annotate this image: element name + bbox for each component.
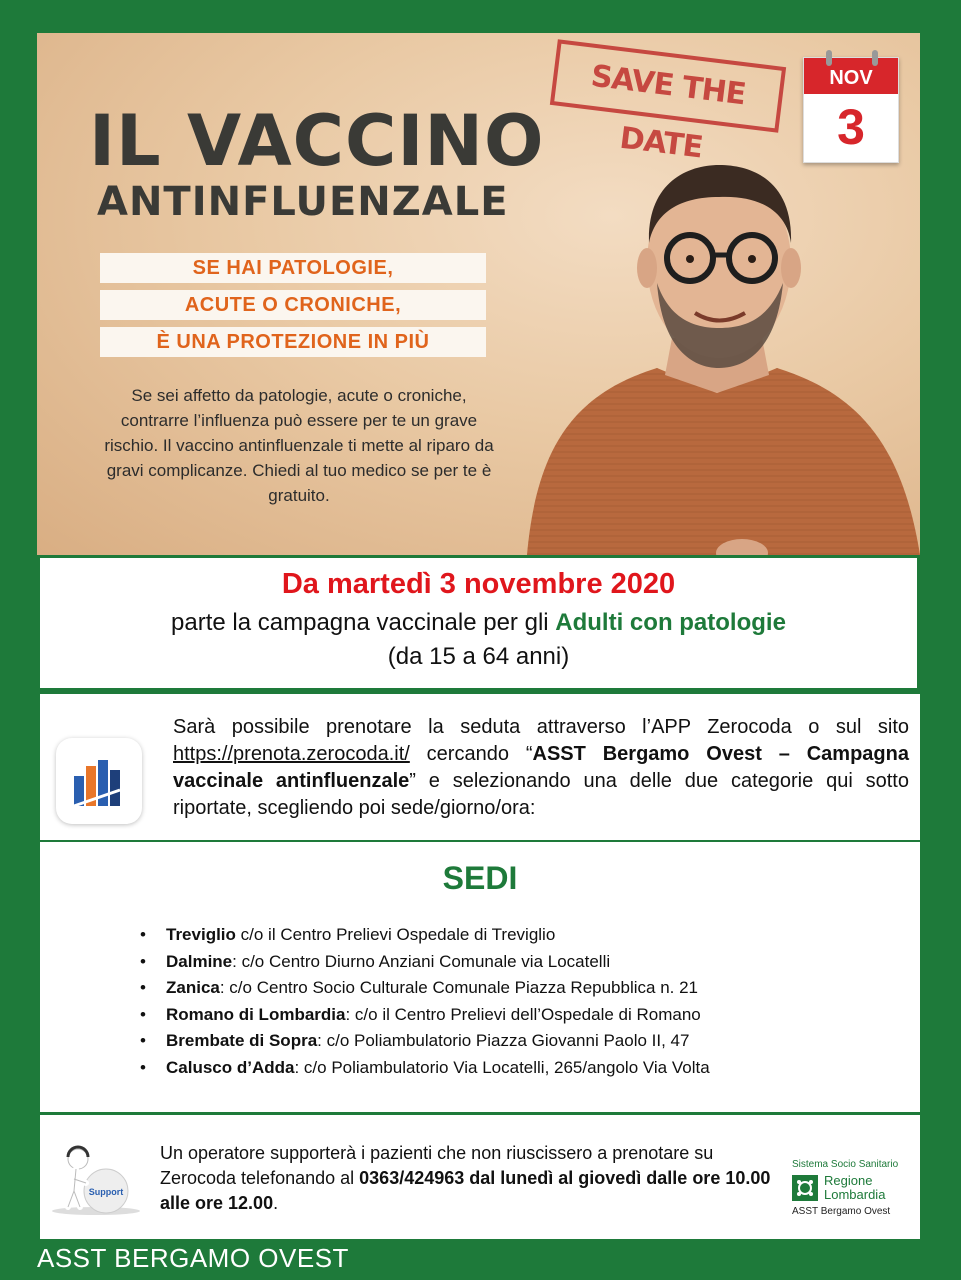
poster-pills (100, 253, 486, 364)
zerocoda-link[interactable]: https://prenota.zerocoda.it/ (173, 743, 410, 765)
booking-search-term: ASST Bergamo Ovest – Campagna vaccinale antinfluenzale (173, 743, 909, 792)
logo-name-line1: Regione (824, 1173, 873, 1188)
poster-pill: ACUTE O CRONICHE, (100, 290, 486, 320)
man-portrait-image (507, 143, 920, 555)
locations-title: SEDI (442, 860, 518, 896)
support-text: Un operatore supporterà i pazienti che non riuscissero a prenotare su Zerocoda telefonando al (160, 1143, 714, 1188)
location-name: Calusco d’Adda (166, 1057, 295, 1077)
location-detail: : c/o Poliambulatorio Via Locatelli, 265/angolo Via Volta (294, 1057, 710, 1077)
poster-pill: È UNA PROTEZIONE IN PIÙ (100, 327, 486, 357)
support-info (160, 1141, 780, 1216)
poster-title (89, 100, 545, 225)
location-name: Treviglio (166, 925, 236, 944)
list-item (140, 1055, 710, 1082)
location-detail: : c/o Poliambulatorio Piazza Giovanni Paolo II, 47 (317, 1031, 690, 1050)
poster-title-line2: ANTINFLUENZALE (97, 179, 509, 225)
logo-name-line2: Lombardia (824, 1187, 886, 1202)
zerocoda-app-icon (56, 738, 142, 824)
poster-title-line1: IL VACCINO (89, 100, 545, 182)
booking-section (40, 694, 920, 840)
logo-bottom-text: ASST Bergamo Ovest (792, 1206, 891, 1217)
support-icon-label: Support (88, 1187, 124, 1197)
hero-poster (37, 33, 920, 555)
announcement-box (37, 555, 920, 691)
logo-top-text: Sistema Socio Sanitario (792, 1159, 899, 1170)
campaign-age-range: (da 15 a 64 anni) (387, 643, 570, 670)
rosa-camuna-icon (792, 1175, 818, 1201)
support-text-end: . (273, 1193, 279, 1213)
location-name: Brembate di Sopra (166, 1031, 318, 1050)
locations-list (140, 922, 710, 1081)
list-item (140, 1028, 710, 1055)
bar-chart-icon (56, 738, 142, 824)
save-the-date-stamp: SAVE THE DATE (550, 39, 786, 133)
poster-pill: SE HAI PATOLOGIE, (100, 253, 486, 283)
booking-instructions (173, 714, 909, 822)
location-name: Romano di Lombardia (166, 1004, 346, 1024)
poster-body-text: Se sei affetto da patologie, acute o croniche, contrarre l’influenza può essere per te un grave rischio. Il vaccino antinfluenzale ti mette al riparo da gravi complicanze. Chiedi al tuo medico se per te è gratuito. (104, 386, 494, 505)
list-item (140, 975, 710, 1002)
support-phone-hours: 0363/424963 dal lunedì al giovedì dalle ore 10.00 alle ore 12.00 (160, 1168, 771, 1213)
campaign-start-date: Da martedì 3 novembre 2020 (281, 568, 676, 600)
support-operator-icon (48, 1145, 144, 1215)
booking-text: ” e selezionando una delle due categorie qui sotto riportate, scegliendo poi sede/giorno/ora: (173, 770, 909, 819)
location-detail: : c/o Centro Diurno Anziani Comunale via Locatelli (232, 951, 611, 971)
location-name: Dalmine (166, 951, 233, 971)
locations-section (40, 842, 920, 1112)
location-detail: : c/o il Centro Prelievi dell’Ospedale di Romano (345, 1004, 701, 1024)
support-section (40, 1115, 920, 1239)
location-detail: c/o il Centro Prelievi Ospedale di Treviglio (235, 925, 556, 944)
calendar-month: NOV (804, 58, 898, 94)
location-detail: : c/o Centro Socio Culturale Comunale Piazza Repubblica n. 21 (219, 978, 699, 997)
booking-text: cercando “ (409, 743, 533, 765)
list-item (140, 922, 710, 949)
footer-organization: ASST BERGAMO OVEST (37, 1243, 349, 1273)
location-name: Zanica (166, 978, 220, 997)
campaign-target: Adulti con patologie (555, 609, 786, 636)
campaign-text: parte la campagna vaccinale per gli (171, 609, 556, 636)
list-item (140, 949, 710, 976)
booking-text: Sarà possibile prenotare la seduta attraverso l’APP Zerocoda o sul sito (173, 716, 909, 738)
calendar-day: 3 (837, 99, 865, 155)
campaign-description (40, 609, 917, 637)
list-item (140, 1002, 710, 1029)
regione-lombardia-logo (792, 1159, 912, 1217)
